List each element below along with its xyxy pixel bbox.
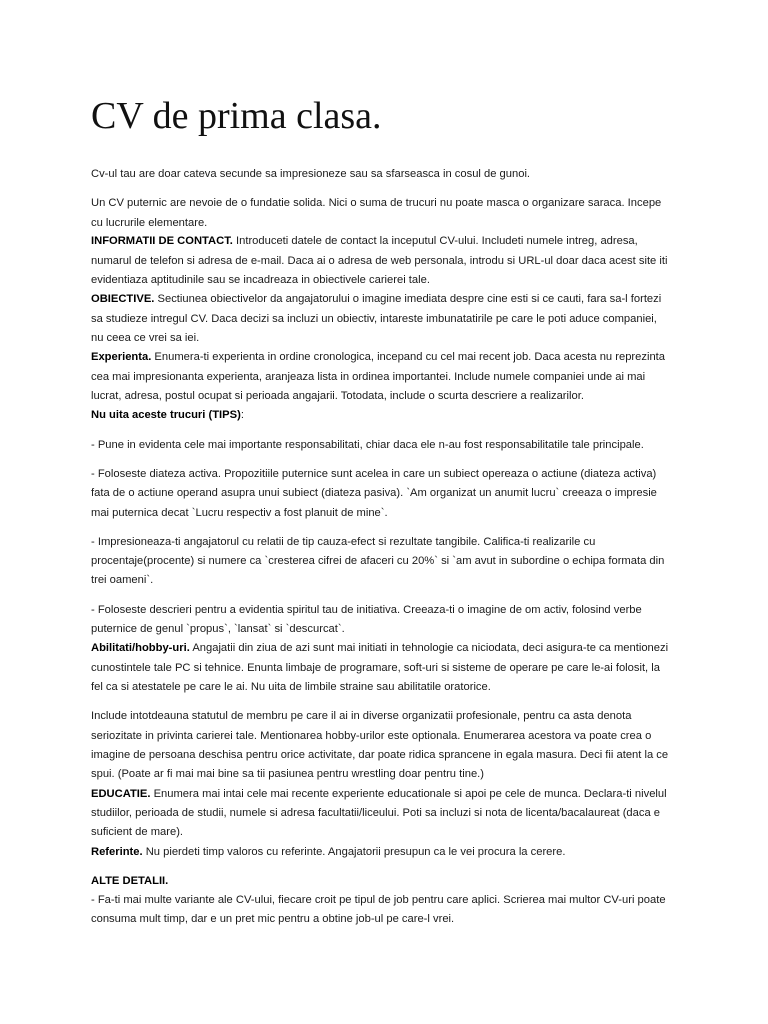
text-line: fata de o actiune operand asupra unui subiect (diateza pasiva). `Am organizat un anumit lucru` creeaza o impresie xyxy=(91,487,657,499)
text-line: consuma mult timp, dar e un pret mic pentru a obtine job-ul pe care-l vrei. xyxy=(91,913,455,925)
text-line: Un CV puternic are nevoie de o fundatie solida. Nici o suma de trucuri nu poate masca o organizare saraca. Incepe xyxy=(91,197,662,209)
text-line: sa studieze intregul CV. Daca decizi sa incluzi un obiectiv, intareste imbunatatirile pe care le poti aduce companiei, xyxy=(91,313,657,325)
text-line: - Foloseste descrieri pentru a evidentia spiritul tau de initiativa. Creeaza-ti o imagine de om activ, folosind verbe xyxy=(91,604,642,616)
text-line: - Fa-ti mai multe variante ale CV-ului, fiecare croit pe tipul de job pentru care aplici. Scrierea mai multor CV-uri poate xyxy=(91,894,666,906)
text-line: Abilitati/hobby-uri. Angajatii din ziua de azi sunt mai initiati in tehnologie ca niciodata, deci asigura-te ca mentionezi xyxy=(91,642,669,654)
text-line: evidentiaza aptitudinile sau se incadreaza in obiectivele carierei tale. xyxy=(91,274,430,286)
text-line: INFORMATII DE CONTACT. Introduceti datele de contact la inceputul CV-ului. Includeti numele intreg, adresa, xyxy=(91,235,638,247)
text-line: suficient de mare). xyxy=(91,826,184,838)
text-line: ALTE DETALII. xyxy=(91,875,169,887)
text-line: - Impresioneaza-ti angajatorul cu relatii de tip cauza-efect si rezultate tangibile. Califica-ti realizarile cu xyxy=(91,536,596,548)
text-line: Referinte. Nu pierdeti timp valoros cu referinte. Angajatorii presupun ca le vei procura la cerere. xyxy=(91,846,566,858)
text-line: - Foloseste diateza activa. Propozitiile puternice sunt acelea in care un subiect opereaza o actiune (diateza activa) xyxy=(91,468,657,480)
text-line: procentaje(procente) si numere ca `cresterea cifrei de afaceri cu 20%` si `am avut in subordine o echipa formata din xyxy=(91,555,665,567)
text-line: fel ca si atestatele pe care le ai. Nu uita de limbile straine sau abilitatile oratorice. xyxy=(91,681,491,693)
text-line: EDUCATIE. Enumera mai intai cele mai recente experiente educationale si apoi pe cele de munca. Declara-ti nivelul xyxy=(91,788,667,800)
text-line: studiilor, perioada de studii, numele si adresa facultatii/liceului. Poti sa incluzi si nota de licenta/bacalaureat (daca e xyxy=(91,807,661,819)
text-line: numarul de telefon si adresa de e-mail. Daca ai o adresa de web personala, introdu si URL-ul doar daca acest site iti xyxy=(91,255,668,267)
text-line: Nu uita aceste trucuri (TIPS): xyxy=(91,409,244,421)
text-line: spui. (Poate ar fi mai mai bine sa tii pasiunea pentru wrestling doar pentru tine.) xyxy=(91,768,485,780)
text-line: lucrat, adresa, postul ocupat si perioada angajarii. Totodata, include o scurta descriere a realizarilor. xyxy=(91,390,584,402)
text-line: Cv-ul tau are doar cateva secunde sa impresioneze sau sa sfarseasca in cosul de gunoi. xyxy=(91,168,531,180)
text-line: trei oameni`. xyxy=(91,574,154,586)
text-line: OBIECTIVE. Sectiunea obiectivelor da angajatorului o imagine imediata despre cine esti si ce cauti, fara sa-l fortezi xyxy=(91,293,662,305)
text-line: Include intotdeauna statutul de membru pe care il ai in diverse organizatii profesionale, pentru ca asta denota xyxy=(91,710,632,722)
text-line: puternice de genul `propus`, `lansat` si `descurcat`. xyxy=(91,623,345,635)
text-line: mai puternica decat `Lucru respectiv a fost planuit de mine`. xyxy=(91,507,388,519)
text-line: - Pune in evidenta cele mai importante responsabilitati, chiar daca ele n-au fost responsabilitatile tale principale. xyxy=(91,439,644,451)
text-line: imagine de persoana deschisa pentru orice activitate, dar poate ridica sprancene in egala masura. Deci fii atent la ce xyxy=(91,749,669,761)
text-line: Experienta. Enumera-ti experienta in ordine cronologica, incepand cu cel mai recent job. Daca acesta nu reprezinta xyxy=(91,351,665,363)
text-line: nu ceea ce vrei sa iei. xyxy=(91,332,200,344)
text-line: cu lucrurile elementare. xyxy=(91,217,208,229)
document-title: CV de prima clasa. xyxy=(91,95,382,137)
text-line: cea mai impresionanta experienta, aranjeaza lista in ordinea importantei. Include numele companiei unde ai mai xyxy=(91,371,646,383)
text-line: seriozitate in privinta carierei tale. Mentionarea hobby-urilor este optionala. Enumerarea acestora va poate crea o xyxy=(91,730,652,742)
text-line: cunostintele tale PC si tehnice. Enunta limbaje de programare, soft-uri si sisteme de operare pe care le-ai folosit, la xyxy=(91,662,660,674)
